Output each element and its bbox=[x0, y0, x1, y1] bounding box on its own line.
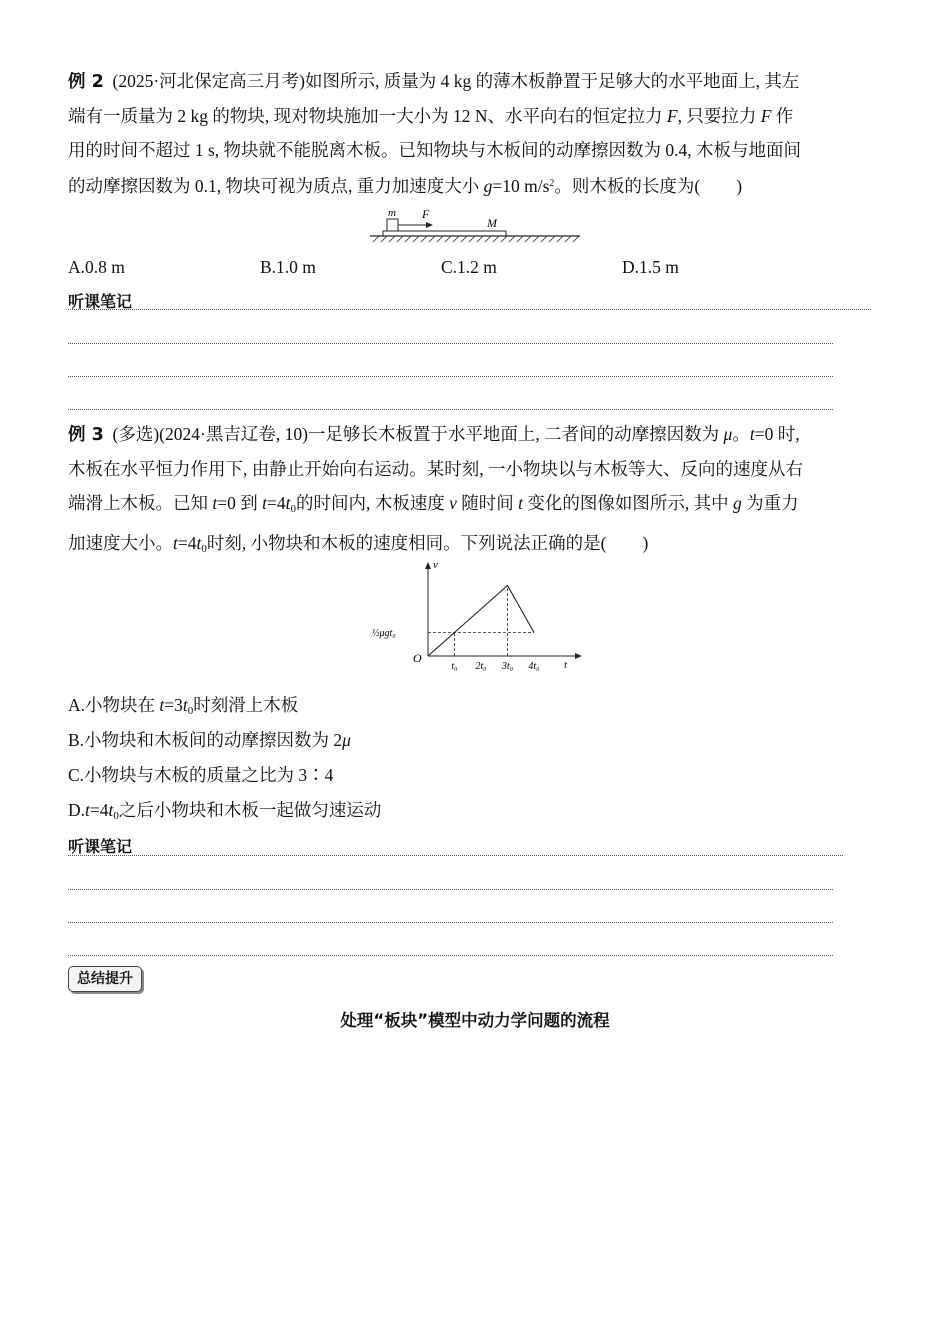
example2-source: (2025·河北保定高三月考) bbox=[112, 71, 306, 91]
example2-label: 例 2 bbox=[68, 72, 104, 92]
example3-line-2: 木板在水平恒力作用下, 由静止开始向右运动。某时刻, 一小物块以与木板等大、反向的速度从右 bbox=[68, 459, 803, 479]
v-axis-label: v bbox=[433, 559, 438, 571]
example3-line-3: 端滑上木板。已知 t=0 到 $t=4t_0$的时间内, 木板速度 v 随时间 t 变化的图像如图所示, 其中 g 为重力 bbox=[68, 493, 799, 515]
mass-m-label: m bbox=[388, 207, 396, 219]
t-axis-arrow bbox=[575, 653, 582, 659]
example3-option-a: A.小物块在 $t=3t_0$时刻滑上木板 bbox=[68, 695, 299, 717]
example3-option-c: C.小物块与木板的质量之比为 3∶4 bbox=[68, 765, 334, 785]
force-F-label: F bbox=[422, 207, 430, 221]
origin-label: O bbox=[413, 651, 422, 665]
board-shape bbox=[383, 231, 506, 236]
example2-line-4: 的动摩擦因数为 0.1, 物块可视为质点, 重力加速度大小 g=10 $m/s^2$。则木板的长度为( ) bbox=[68, 176, 743, 196]
note-line bbox=[68, 309, 871, 310]
v-axis-arrow bbox=[425, 562, 431, 569]
velocity-series-line bbox=[428, 586, 534, 657]
example2-question bbox=[68, 64, 878, 203]
notes-title-1: 听课笔记 bbox=[68, 292, 133, 311]
y-mark-label: ½μgt₀ bbox=[372, 628, 396, 639]
example3-question bbox=[68, 417, 878, 566]
summary-title: 处理“板块”模型中动力学问题的流程 bbox=[340, 1011, 610, 1030]
note-line bbox=[68, 922, 833, 923]
x-tick-label: 4t₀ bbox=[528, 661, 540, 672]
example3-option-b: B.小物块和木板间的动摩擦因数为 2μ bbox=[68, 730, 351, 750]
note-line bbox=[68, 343, 833, 344]
board-block-figure bbox=[365, 204, 585, 244]
example2-line-3: 用的时间不超过 1 s, 物块就不能脱离木板。已知物块与木板间的动摩擦因数为 0.4, 木板与地面间 bbox=[68, 140, 802, 160]
note-line bbox=[68, 955, 833, 956]
summary-badge: 总结提升 bbox=[68, 966, 142, 992]
example2-line-2: 端有一质量为 2 kg 的物块, 现对物块施加一大小为 12 N、水平向右的恒定拉力 F, 只要拉力 F 作 bbox=[68, 106, 794, 126]
example3-label: 例 3 bbox=[68, 425, 104, 445]
example3-line-4: 加速度大小。$t=4t_0$时刻, 小物块和木板的速度相同。下列说法正确的是( ) bbox=[68, 533, 649, 555]
velocity-time-graph bbox=[370, 556, 590, 682]
example3-line-1: 例 3 (多选)(2024·黑吉辽卷, 10)一足够长木板置于水平地面上, 二者间的动摩擦因数为 μ。t=0 时, bbox=[68, 424, 800, 445]
note-line bbox=[68, 376, 833, 377]
x-tick-label: 3t₀ bbox=[501, 661, 514, 672]
example3-option-d: $D.t=4t_0$之后小物块和木板一起做匀速运动 bbox=[68, 800, 382, 822]
example2-line-1: 例 2 (2025·河北保定高三月考)如图所示, 质量为 4 kg 的薄木板静置于足够大的水平地面上, 其左 bbox=[68, 71, 800, 92]
example2-option-c: C.1.2 m bbox=[441, 257, 497, 277]
mass-M-label: M bbox=[487, 216, 497, 230]
t-axis-label: t bbox=[564, 659, 568, 671]
example2-option-a: A.0.8 m bbox=[68, 257, 125, 277]
x-tick-label: 2t₀ bbox=[475, 661, 487, 672]
notes-title-2: 听课笔记 bbox=[68, 837, 133, 856]
note-line bbox=[68, 889, 833, 890]
ground-hatching bbox=[373, 236, 579, 242]
block-shape bbox=[387, 219, 398, 231]
example3-source: (多选)(2024·黑吉辽卷, 10) bbox=[112, 424, 308, 444]
note-line bbox=[68, 409, 833, 410]
example2-option-d: D.1.5 m bbox=[622, 257, 679, 277]
example2-option-b: B.1.0 m bbox=[260, 257, 316, 277]
force-arrowhead bbox=[426, 222, 433, 228]
x-tick-label: t₀ bbox=[451, 661, 458, 672]
note-line bbox=[68, 855, 843, 856]
